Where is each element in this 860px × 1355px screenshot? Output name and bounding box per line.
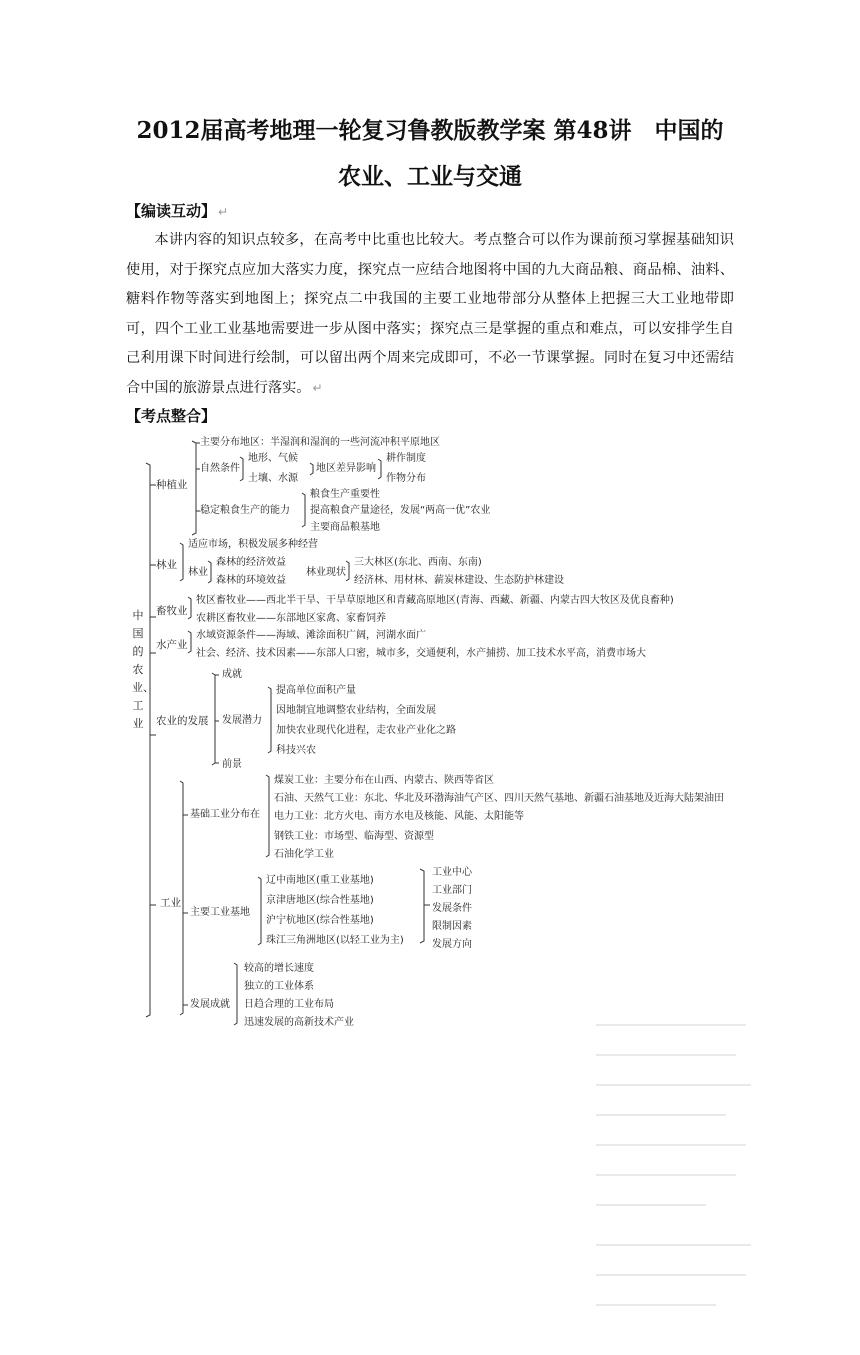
- node-water-resources: 水域资源条件——海域、滩涂面积广阔，河湖水面广: [196, 630, 426, 641]
- knowledge-tree-diagram: [126, 425, 760, 1030]
- node-steel: 钢铁工业：市场型、临海型、资源型: [274, 831, 434, 842]
- node-forest-building: 经济林、用材林、薪炭林建设、生态防护林建设: [354, 575, 564, 586]
- node-factor-centers: 工业中心: [432, 867, 472, 878]
- node-terrain-climate: 地形、气候: [248, 453, 298, 464]
- node-husbandry: 畜牧业: [156, 605, 188, 617]
- node-potential-4: 科技兴农: [276, 745, 316, 756]
- scan-bleed-through: [586, 1015, 756, 1355]
- node-achievement-4: 迅速发展的高新技术产业: [244, 1017, 354, 1028]
- node-oil-gas: 石油、天然气工业：东北、华北及环渤海油气产区、四川天然气基地、新疆石油基地及近海大陆架油田: [274, 793, 724, 804]
- node-three-forests: 三大林区(东北、西南、东南): [354, 557, 482, 568]
- node-coal: 煤炭工业：主要分布在山西、内蒙古、陕西等省区: [274, 775, 494, 786]
- node-base-huninghang: 沪宁杭地区(综合性基地): [266, 915, 374, 926]
- intro-text: 本讲内容的知识点较多，在高考中比重也比较大。考点整合可以作为课前预习掌握基础知识使用，对于探究点应加大落实力度，探究点一应结合地图将中国的九大商品粮、商品棉、油料、糖料作物等落实到地图上；探究点二中我国的主要工业地带部分从整体上把握三大工业地带即可，四个工业工业基地需要进一步从图中落实；探究点三是掌握的重点和难点，可以安排学生自己利用课下时间进行绘制，可以留出两个周来完成即可，不必一节课掌握。同时在复习中还需结合中国的旅游景点进行落实。: [126, 232, 734, 396]
- node-main-bases: 主要工业基地: [190, 907, 250, 918]
- node-crop-distribution: 作物分布: [386, 473, 426, 484]
- node-soil-water: 土壤、水源: [248, 473, 298, 484]
- node-planting: 种植业: [156, 479, 188, 491]
- node-raise-yield: 提高粮食产量途径，发展“两高一优”农业: [310, 505, 491, 516]
- node-basic-industry: 基础工业分布在: [190, 809, 260, 820]
- node-distribution: 主要分布地区：半湿润和湿润的一些河流冲积平原地区: [200, 437, 440, 448]
- document-title-line2: 农业、工业与交通: [338, 163, 522, 190]
- node-petrochem: 石油化学工业: [274, 849, 334, 860]
- node-econ-benefit: 森林的经济效益: [216, 557, 286, 568]
- node-potential-2: 因地制宜地调整农业结构，全面发展: [276, 705, 436, 716]
- node-industry-achievements: 发展成就: [190, 999, 230, 1010]
- node-agri-development: 农业的发展: [156, 715, 209, 727]
- section-heading-intro: [126, 200, 228, 221]
- node-farming-system: 耕作制度: [386, 453, 426, 464]
- document-title-line1: 2012届高考地理一轮复习鲁教版教学案 第48讲 中国的: [136, 117, 724, 144]
- node-natural-conditions: 自然条件: [200, 463, 240, 474]
- node-factor-limits: 限制因素: [432, 921, 472, 932]
- node-forestry-status: 林业现状: [306, 567, 346, 578]
- node-forestry: 林业: [156, 559, 177, 571]
- node-social-factors: 社会、经济、技术因素——东部人口密，城市多，交通便利，水产捕捞、加工技术水平高，消费市场大: [196, 648, 646, 659]
- node-prospect: 前景: [222, 759, 242, 770]
- node-achievement-3: 日趋合理的工业布局: [244, 999, 334, 1010]
- node-achievements: 成就: [222, 669, 242, 680]
- node-base-pearl-delta: 珠江三角洲地区(以轻工业为主): [266, 935, 404, 946]
- node-env-benefit: 森林的环境效益: [216, 575, 286, 586]
- node-potential: 发展潜力: [222, 715, 262, 726]
- paragraph-mark: ↵: [218, 205, 229, 219]
- node-base-jingjintang: 京津唐地区(综合性基地): [266, 895, 374, 906]
- node-factor-sectors: 工业部门: [432, 885, 472, 896]
- node-stable-grain: 稳定粮食生产的能力: [200, 505, 290, 516]
- node-power: 电力工业：北方火电、南方水电及核能、风能、太阳能等: [274, 811, 524, 822]
- paragraph-mark: ↵: [312, 380, 323, 395]
- node-base-liaozhongnan: 辽中南地区(重工业基地): [266, 875, 374, 886]
- section-heading-text: 【编读互动】: [126, 202, 217, 220]
- node-potential-1: 提高单位面积产量: [276, 685, 356, 696]
- node-farming-husbandry: 农耕区畜牧业——东部地区家禽、家畜饲养: [196, 613, 386, 624]
- node-potential-3: 加快农业现代化进程，走农业产业化之路: [276, 725, 456, 736]
- section-heading-key-points: 【考点整合】: [126, 407, 217, 425]
- node-forestry-sub: 林业: [188, 567, 208, 578]
- node-achievement-2: 独立的工业体系: [244, 981, 314, 992]
- node-regional-influence: 地区差异影响: [316, 463, 376, 474]
- node-pastoral: 牧区畜牧业——西北半干旱、干旱草原地区和青藏高原地区(青海、西藏、新疆、内蒙古四大牧区及优良畜种): [196, 595, 674, 606]
- root-label: 中国的农业、工业: [132, 609, 154, 730]
- node-achievement-1: 较高的增长速度: [244, 963, 314, 974]
- node-grain-bases: 主要商品粮基地: [310, 522, 380, 533]
- node-market: 适应市场，积极发展多种经营: [188, 539, 318, 550]
- node-grain-importance: 粮食生产重要性: [310, 489, 380, 500]
- node-industry: 工业: [160, 897, 181, 909]
- intro-paragraph: [126, 226, 734, 404]
- node-aquaculture: 水产业: [156, 639, 188, 651]
- node-factor-conditions: 发展条件: [432, 903, 472, 914]
- node-factor-direction: 发展方向: [432, 939, 472, 950]
